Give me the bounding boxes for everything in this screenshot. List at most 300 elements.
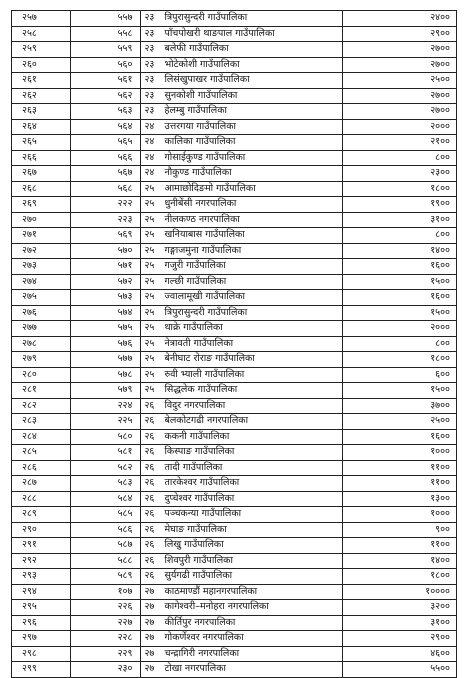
serial-number-cell: २९० bbox=[12, 522, 71, 538]
code-cell: २३० bbox=[70, 662, 141, 678]
table-row bbox=[12, 600, 457, 616]
code-cell: ५८२ bbox=[70, 460, 141, 476]
district-number: २६ bbox=[144, 523, 155, 535]
municipality-cell bbox=[141, 476, 342, 492]
serial-number-cell: २७२ bbox=[12, 243, 71, 259]
municipality-cell bbox=[141, 259, 342, 275]
amount-cell: १८०० bbox=[342, 352, 456, 368]
serial-number-cell: २८७ bbox=[12, 476, 71, 492]
amount-cell: ८०० bbox=[342, 150, 456, 166]
code-cell: ५७९ bbox=[70, 383, 141, 399]
table-row bbox=[12, 584, 457, 600]
municipality-cell bbox=[141, 460, 342, 476]
amount-cell: २९०० bbox=[342, 631, 456, 647]
code-cell: २२४ bbox=[70, 398, 141, 414]
district-number: २७ bbox=[144, 601, 155, 613]
table-body bbox=[12, 11, 457, 678]
district-number: २६ bbox=[144, 430, 155, 442]
code-cell: ५८८ bbox=[70, 553, 141, 569]
serial-number-cell: २७६ bbox=[12, 305, 71, 321]
municipality-cell bbox=[141, 553, 342, 569]
district-number: २४ bbox=[144, 136, 155, 148]
municipality-cell bbox=[141, 26, 342, 42]
serial-number-cell: २६८ bbox=[12, 181, 71, 197]
code-cell: ५६८ bbox=[70, 181, 141, 197]
code-cell: ५७० bbox=[70, 243, 141, 259]
district-number: २५ bbox=[144, 306, 155, 318]
code-cell: ५६२ bbox=[70, 88, 141, 104]
municipality-cell bbox=[141, 631, 342, 647]
serial-number-cell: २६७ bbox=[12, 166, 71, 182]
municipality-cell bbox=[141, 429, 342, 445]
district-number: २३ bbox=[144, 58, 155, 70]
municipality-cell bbox=[141, 274, 342, 290]
municipality-name: हेलम्बु गाउँपालिका bbox=[164, 105, 227, 117]
serial-number-cell: २८२ bbox=[12, 398, 71, 414]
table-row bbox=[12, 522, 457, 538]
serial-number-cell: २९५ bbox=[12, 600, 71, 616]
municipality-name: थाक्रे गाउँपालिका bbox=[164, 322, 223, 334]
municipality-cell bbox=[141, 73, 342, 89]
table-row bbox=[12, 104, 457, 120]
code-cell: ५६७ bbox=[70, 166, 141, 182]
municipality-name: सिद्धलेक गाउँपालिका bbox=[164, 384, 238, 396]
table-row bbox=[12, 336, 457, 352]
serial-number-cell: २६९ bbox=[12, 197, 71, 213]
code-cell: ५८३ bbox=[70, 476, 141, 492]
amount-cell: १००० bbox=[342, 445, 456, 461]
municipality-cell bbox=[141, 150, 342, 166]
code-cell: ५७१ bbox=[70, 259, 141, 275]
municipality-name: रुवी भ्याली गाउँपालिका bbox=[164, 368, 245, 380]
amount-cell: ९०० bbox=[342, 522, 456, 538]
amount-cell: २४०० bbox=[342, 11, 456, 27]
serial-number-cell: २८८ bbox=[12, 491, 71, 507]
serial-number-cell: २५८ bbox=[12, 26, 71, 42]
table-row bbox=[12, 228, 457, 244]
municipality-name: पाँचपोखरी थाङपाल गाउँपालिका bbox=[164, 27, 275, 39]
amount-cell: २००० bbox=[342, 321, 456, 337]
district-number: २५ bbox=[144, 291, 155, 303]
district-number: २६ bbox=[144, 446, 155, 458]
table-row bbox=[12, 305, 457, 321]
code-cell: ५६५ bbox=[70, 135, 141, 151]
municipality-name: चन्द्रागिरी नगरपालिका bbox=[164, 647, 240, 659]
district-number: २७ bbox=[144, 632, 155, 644]
municipality-cell bbox=[141, 522, 342, 538]
code-cell: ५५९ bbox=[70, 42, 141, 58]
serial-number-cell: २५७ bbox=[12, 11, 71, 27]
table-row bbox=[12, 631, 457, 647]
amount-cell: २७०० bbox=[342, 57, 456, 73]
amount-cell: १६०० bbox=[342, 290, 456, 306]
municipality-cell bbox=[141, 119, 342, 135]
code-cell: २२६ bbox=[70, 600, 141, 616]
table-row bbox=[12, 274, 457, 290]
municipality-name: गजुरी गाउँपालिका bbox=[164, 260, 226, 272]
serial-number-cell: २७९ bbox=[12, 352, 71, 368]
district-number: २३ bbox=[144, 89, 155, 101]
code-cell: ५६४ bbox=[70, 119, 141, 135]
municipality-name: नौकुण्ड गाउँपालिका bbox=[164, 167, 232, 179]
district-number: २५ bbox=[144, 229, 155, 241]
amount-cell: १००० bbox=[342, 507, 456, 523]
district-number: २३ bbox=[144, 43, 155, 55]
code-cell: २२२ bbox=[70, 197, 141, 213]
municipality-cell bbox=[141, 11, 342, 27]
code-cell: ५६६ bbox=[70, 150, 141, 166]
table-row bbox=[12, 26, 457, 42]
table-row bbox=[12, 73, 457, 89]
municipality-cell bbox=[141, 181, 342, 197]
amount-cell: १५०० bbox=[342, 305, 456, 321]
amount-cell: ६०० bbox=[342, 367, 456, 383]
serial-number-cell: २५९ bbox=[12, 42, 71, 58]
amount-cell: १६०० bbox=[342, 429, 456, 445]
municipality-name: लिखु गाउँपालिका bbox=[164, 539, 224, 551]
serial-number-cell: २६४ bbox=[12, 119, 71, 135]
municipality-cell bbox=[141, 336, 342, 352]
code-cell: ५७३ bbox=[70, 290, 141, 306]
municipality-cell bbox=[141, 646, 342, 662]
municipality-cell bbox=[141, 383, 342, 399]
amount-cell: ५५०० bbox=[342, 662, 456, 678]
table-row bbox=[12, 445, 457, 461]
table-row bbox=[12, 57, 457, 73]
table-row bbox=[12, 352, 457, 368]
municipality-cell bbox=[141, 243, 342, 259]
table-row bbox=[12, 290, 457, 306]
municipality-cell bbox=[141, 491, 342, 507]
district-number: २३ bbox=[144, 74, 155, 86]
table-row bbox=[12, 414, 457, 430]
municipality-name: विदुर नगरपालिका bbox=[164, 399, 226, 411]
municipality-name: ज्वालामूखी गाउँपालिका bbox=[164, 291, 245, 303]
table-row bbox=[12, 507, 457, 523]
amount-cell: ३२०० bbox=[342, 600, 456, 616]
amount-cell: १३०० bbox=[342, 491, 456, 507]
municipality-name: उत्तरगया गाउँपालिका bbox=[164, 120, 236, 132]
code-cell: ५८६ bbox=[70, 522, 141, 538]
code-cell: ५५८ bbox=[70, 26, 141, 42]
municipality-cell bbox=[141, 321, 342, 337]
municipality-name: गोसाईकुण्ड गाउँपालिका bbox=[164, 151, 246, 163]
code-cell: २२७ bbox=[70, 615, 141, 631]
district-number: २५ bbox=[144, 384, 155, 396]
municipality-name: मेघाङ गाउँपालिका bbox=[164, 523, 227, 535]
district-number: २५ bbox=[144, 368, 155, 380]
municipality-cell bbox=[141, 57, 342, 73]
serial-number-cell: २७४ bbox=[12, 274, 71, 290]
serial-number-cell: २८९ bbox=[12, 507, 71, 523]
code-cell: ५५७ bbox=[70, 11, 141, 27]
serial-number-cell: २६१ bbox=[12, 73, 71, 89]
table-row bbox=[12, 491, 457, 507]
amount-cell: २७०० bbox=[342, 104, 456, 120]
municipality-name: सुर्यगढी गाउँपालिका bbox=[164, 570, 233, 582]
municipality-name: धुनीबेंसी नगरपालिका bbox=[164, 198, 237, 210]
district-number: २३ bbox=[144, 27, 155, 39]
table-row bbox=[12, 119, 457, 135]
municipality-cell bbox=[141, 507, 342, 523]
amount-cell: ३७०० bbox=[342, 398, 456, 414]
code-cell: २२३ bbox=[70, 212, 141, 228]
municipality-table bbox=[11, 10, 457, 678]
amount-cell: २००० bbox=[342, 119, 456, 135]
district-number: २७ bbox=[144, 585, 155, 597]
amount-cell: १४०० bbox=[342, 553, 456, 569]
district-number: २६ bbox=[144, 570, 155, 582]
amount-cell: १५०० bbox=[342, 383, 456, 399]
serial-number-cell: २९३ bbox=[12, 569, 71, 585]
district-number: २६ bbox=[144, 399, 155, 411]
municipality-cell bbox=[141, 367, 342, 383]
table-row bbox=[12, 135, 457, 151]
code-cell: २२९ bbox=[70, 646, 141, 662]
district-number: २६ bbox=[144, 492, 155, 504]
table-row bbox=[12, 398, 457, 414]
municipality-name: तारकेश्वर गाउँपालिका bbox=[164, 477, 240, 489]
amount-cell: २१०० bbox=[342, 135, 456, 151]
table-row bbox=[12, 429, 457, 445]
serial-number-cell: २७७ bbox=[12, 321, 71, 337]
municipality-name: सुनकोशी गाउँपालिका bbox=[164, 89, 238, 101]
serial-number-cell: २९९ bbox=[12, 662, 71, 678]
municipality-name: किस्पाङ गाउँपालिका bbox=[164, 446, 235, 458]
municipality-name: दुप्चेश्वर गाउँपालिका bbox=[164, 492, 235, 504]
code-cell: ५८४ bbox=[70, 491, 141, 507]
code-cell: ५८९ bbox=[70, 569, 141, 585]
table-row bbox=[12, 367, 457, 383]
district-number: २६ bbox=[144, 461, 155, 473]
municipality-name: गल्छी गाउँपालिका bbox=[164, 275, 227, 287]
code-cell: ५७४ bbox=[70, 305, 141, 321]
municipality-cell bbox=[141, 197, 342, 213]
table-row bbox=[12, 88, 457, 104]
code-cell: ५७८ bbox=[70, 367, 141, 383]
code-cell: ५७५ bbox=[70, 321, 141, 337]
municipality-cell bbox=[141, 166, 342, 182]
district-number: २५ bbox=[144, 353, 155, 365]
amount-cell: ८०० bbox=[342, 336, 456, 352]
code-cell: ५८७ bbox=[70, 538, 141, 554]
district-number: २६ bbox=[144, 554, 155, 566]
district-number: २५ bbox=[144, 322, 155, 334]
amount-cell: ४६०० bbox=[342, 646, 456, 662]
municipality-name: तादी गाउँपालिका bbox=[164, 461, 223, 473]
municipality-cell bbox=[141, 414, 342, 430]
municipality-cell bbox=[141, 290, 342, 306]
table-row bbox=[12, 553, 457, 569]
table-row bbox=[12, 166, 457, 182]
serial-number-cell: २९१ bbox=[12, 538, 71, 554]
municipality-name: कागेश्वरी–मनोहरा नगरपालिका bbox=[164, 601, 269, 613]
code-cell: २२५ bbox=[70, 414, 141, 430]
amount-cell: ३१०० bbox=[342, 212, 456, 228]
serial-number-cell: २७८ bbox=[12, 336, 71, 352]
code-cell: २२८ bbox=[70, 631, 141, 647]
amount-cell: २७०० bbox=[342, 42, 456, 58]
serial-number-cell: २६३ bbox=[12, 104, 71, 120]
table-row bbox=[12, 42, 457, 58]
code-cell: १०७ bbox=[70, 584, 141, 600]
municipality-name: आमाछोदिङमो गाउँपालिका bbox=[164, 182, 256, 194]
municipality-name: गङ्गाजमुना गाउँपालिका bbox=[164, 244, 242, 256]
district-number: २४ bbox=[144, 151, 155, 163]
table-row bbox=[12, 243, 457, 259]
district-number: २५ bbox=[144, 260, 155, 272]
serial-number-cell: २९२ bbox=[12, 553, 71, 569]
serial-number-cell: २८३ bbox=[12, 414, 71, 430]
code-cell: ५६० bbox=[70, 57, 141, 73]
code-cell: ५७६ bbox=[70, 336, 141, 352]
code-cell: ५७२ bbox=[70, 274, 141, 290]
serial-number-cell: २९८ bbox=[12, 646, 71, 662]
serial-number-cell: २९४ bbox=[12, 584, 71, 600]
district-number: २७ bbox=[144, 647, 155, 659]
municipality-name: ककनी गाउँपालिका bbox=[164, 430, 230, 442]
table-row bbox=[12, 11, 457, 27]
amount-cell: ११०० bbox=[342, 460, 456, 476]
table-row bbox=[12, 538, 457, 554]
district-number: २४ bbox=[144, 120, 155, 132]
amount-cell: २७०० bbox=[342, 88, 456, 104]
municipality-name: बलेफी गाउँपालिका bbox=[164, 43, 229, 55]
table-row bbox=[12, 197, 457, 213]
municipality-name: खनियाबास गाउँपालिका bbox=[164, 229, 245, 241]
municipality-name: नेत्रावती गाउँपालिका bbox=[164, 337, 234, 349]
municipality-name: त्रिपुरासुन्दरी गाउँपालिका bbox=[164, 12, 248, 24]
municipality-cell bbox=[141, 398, 342, 414]
district-number: २६ bbox=[144, 539, 155, 551]
municipality-cell bbox=[141, 615, 342, 631]
municipality-cell bbox=[141, 88, 342, 104]
serial-number-cell: २९६ bbox=[12, 615, 71, 631]
serial-number-cell: २६० bbox=[12, 57, 71, 73]
municipality-cell bbox=[141, 104, 342, 120]
municipality-name: त्रिपुरासुन्दरी गाउँपालिका bbox=[164, 306, 248, 318]
district-number: २४ bbox=[144, 167, 155, 179]
municipality-cell bbox=[141, 569, 342, 585]
district-number: २५ bbox=[144, 198, 155, 210]
municipality-name: पञ्चकन्या गाउँपालिका bbox=[164, 508, 242, 520]
municipality-cell bbox=[141, 42, 342, 58]
amount-cell: ११०० bbox=[342, 538, 456, 554]
table-row bbox=[12, 460, 457, 476]
municipality-name: काठमाण्डौं महानगरपालिका bbox=[164, 585, 258, 597]
district-number: २५ bbox=[144, 244, 155, 256]
serial-number-cell: २७१ bbox=[12, 228, 71, 244]
amount-cell: १८०० bbox=[342, 181, 456, 197]
serial-number-cell: २८० bbox=[12, 367, 71, 383]
table-row bbox=[12, 150, 457, 166]
serial-number-cell: २७५ bbox=[12, 290, 71, 306]
municipality-cell bbox=[141, 135, 342, 151]
amount-cell: १९०० bbox=[342, 197, 456, 213]
municipality-cell bbox=[141, 445, 342, 461]
municipality-name: बेनीघाट रोराङ गाउँपालिका bbox=[164, 353, 255, 365]
municipality-name: लिसंखुपाखर गाउँपालिका bbox=[164, 74, 250, 86]
serial-number-cell: २८६ bbox=[12, 460, 71, 476]
district-number: २३ bbox=[144, 105, 155, 117]
amount-cell: २५०० bbox=[342, 73, 456, 89]
amount-cell: ३१०० bbox=[342, 615, 456, 631]
municipality-cell bbox=[141, 305, 342, 321]
municipality-name: शिवपुरी गाउँपालिका bbox=[164, 554, 233, 566]
municipality-name: भोटेकोशी गाउँपालिका bbox=[164, 58, 240, 70]
municipality-name: टोखा नगरपालिका bbox=[164, 663, 226, 675]
amount-cell: १५०० bbox=[342, 274, 456, 290]
amount-cell: ११०० bbox=[342, 476, 456, 492]
amount-cell: ८०० bbox=[342, 228, 456, 244]
amount-cell: १८०० bbox=[342, 569, 456, 585]
serial-number-cell: २७० bbox=[12, 212, 71, 228]
code-cell: ५६९ bbox=[70, 228, 141, 244]
district-number: २५ bbox=[144, 337, 155, 349]
district-number: २५ bbox=[144, 213, 155, 225]
municipality-cell bbox=[141, 600, 342, 616]
table-row bbox=[12, 615, 457, 631]
municipality-cell bbox=[141, 352, 342, 368]
serial-number-cell: २६५ bbox=[12, 135, 71, 151]
serial-number-cell: २८५ bbox=[12, 445, 71, 461]
amount-cell: २५०० bbox=[342, 414, 456, 430]
municipality-name: कीर्तिपुर नगरपालिका bbox=[164, 616, 236, 628]
table-row bbox=[12, 569, 457, 585]
district-number: २५ bbox=[144, 182, 155, 194]
amount-cell: १४०० bbox=[342, 243, 456, 259]
table-row bbox=[12, 181, 457, 197]
serial-number-cell: २७३ bbox=[12, 259, 71, 275]
table-row bbox=[12, 646, 457, 662]
district-number: २६ bbox=[144, 508, 155, 520]
municipality-cell bbox=[141, 538, 342, 554]
code-cell: ५६१ bbox=[70, 73, 141, 89]
table-row bbox=[12, 476, 457, 492]
municipality-cell bbox=[141, 584, 342, 600]
municipality-name: कालिका गाउँपालिका bbox=[164, 136, 236, 148]
amount-cell: २३०० bbox=[342, 166, 456, 182]
district-number: २६ bbox=[144, 477, 155, 489]
serial-number-cell: २६२ bbox=[12, 88, 71, 104]
municipality-name: गोकर्णेश्वर नगरपालिका bbox=[164, 632, 244, 644]
serial-number-cell: २९७ bbox=[12, 631, 71, 647]
code-cell: ५८५ bbox=[70, 507, 141, 523]
code-cell: ५८१ bbox=[70, 445, 141, 461]
district-number: २३ bbox=[144, 12, 155, 24]
table-row bbox=[12, 383, 457, 399]
district-number: २७ bbox=[144, 663, 155, 675]
municipality-name: नीलकण्ठ नगरपालिका bbox=[164, 213, 240, 225]
district-number: २७ bbox=[144, 616, 155, 628]
table-row bbox=[12, 212, 457, 228]
serial-number-cell: २६६ bbox=[12, 150, 71, 166]
municipality-cell bbox=[141, 212, 342, 228]
municipality-name: बेलकोटगढी नगरपालिका bbox=[164, 415, 249, 427]
serial-number-cell: २८१ bbox=[12, 383, 71, 399]
amount-cell: १६०० bbox=[342, 259, 456, 275]
code-cell: ५७७ bbox=[70, 352, 141, 368]
amount-cell: २९०० bbox=[342, 26, 456, 42]
district-number: २६ bbox=[144, 415, 155, 427]
district-number: २५ bbox=[144, 275, 155, 287]
amount-cell: १०००० bbox=[342, 584, 456, 600]
table-row bbox=[12, 259, 457, 275]
municipality-cell bbox=[141, 228, 342, 244]
table-row bbox=[12, 321, 457, 337]
serial-number-cell: २८४ bbox=[12, 429, 71, 445]
code-cell: ५६३ bbox=[70, 104, 141, 120]
